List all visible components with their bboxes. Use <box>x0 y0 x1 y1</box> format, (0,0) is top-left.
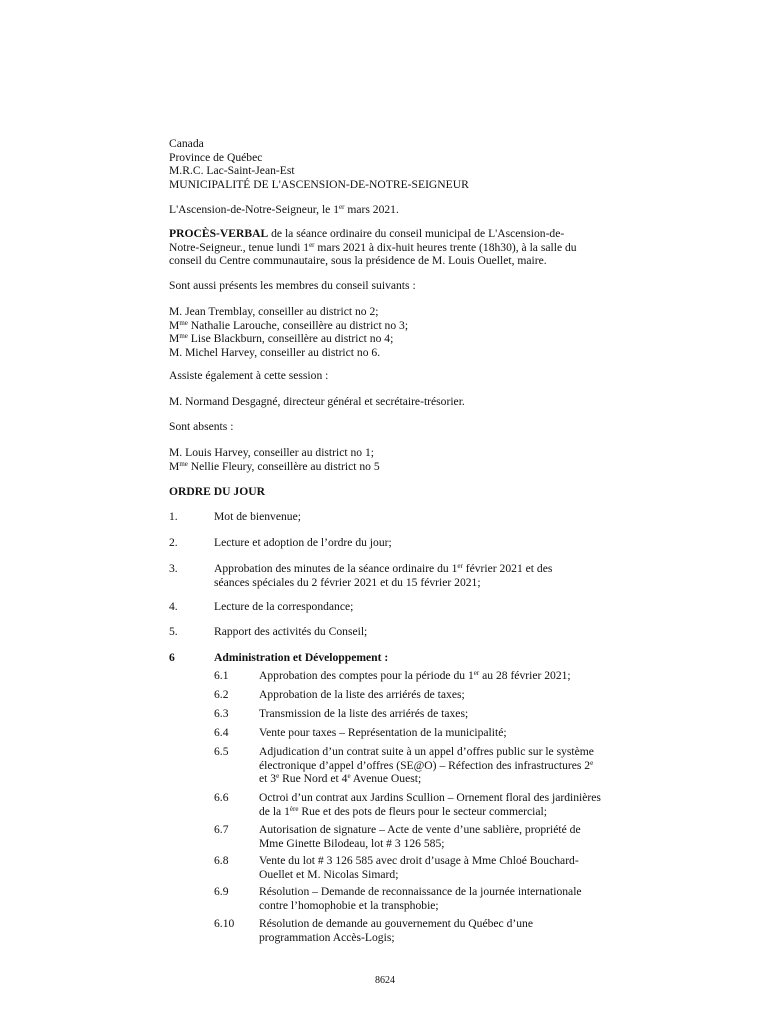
proces-verbal-paragraph <box>169 227 669 268</box>
header-municipality: MUNICIPALITÉ DE L'ASCENSION-DE-NOTRE-SEIGNEUR <box>169 177 469 191</box>
header-country: Canada <box>169 137 204 150</box>
present-intro: Sont aussi présents les membres du conseil suivants : <box>169 279 416 292</box>
present-members-list <box>169 305 408 359</box>
header-mrc: M.R.C. Lac-Saint-Jean-Est <box>169 164 295 178</box>
list-item: $M^{me}$ Lise Blackburn, conseillère au district no 4; <box>169 332 394 346</box>
proces-verbal-line-2: Notre-Seigneur., tenue lundi 1er mars 2021 à dix-huit heures trente (18h30), à la salle du <box>169 240 577 254</box>
agenda-title: ORDRE DU JOUR <box>169 485 265 498</box>
proces-verbal-title: PROCÈS-VERBAL <box>169 227 269 240</box>
dateline: L'Ascension-de-Notre-Seigneur, le 1er mars 2021. <box>169 203 399 216</box>
list-item: M. Jean Tremblay, conseiller au district no 2; <box>169 305 379 318</box>
absent-intro: Sont absents : <box>169 420 234 433</box>
list-item: M. Louis Harvey, conseiller au district no 1; <box>169 446 375 459</box>
header-province: Province de Québec <box>169 150 263 164</box>
list-item: M. Michel Harvey, conseiller au district no 6. <box>169 345 381 359</box>
list-item: $M^{me}$ Nellie Fleury, conseillère au district no 5 <box>169 459 380 473</box>
assist-member: M. Normand Desgagné, directeur général et secrétaire-trésorier. <box>169 395 465 408</box>
proces-verbal-line-1: PROCÈS-VERBAL de la séance ordinaire du conseil municipal de L'Ascension-de- <box>169 227 565 240</box>
proces-verbal-line-3: conseil du Centre communautaire, sous la présidence de M. Louis Ouellet, maire. <box>169 254 547 268</box>
document-page: Canada Province de Québec M.R.C. Lac-Saint-Jean-Est MUNICIPALITÉ DE L'ASCENSION-DE-NOTRE-SEIGNEUR L'Ascension-de-Notre-Seigneur, le 1er mars 2021. PROCÈS-VERBAL de la séance ordinaire du conseil municipal de L'Ascension-de- Notre-Seigneur., tenue lundi 1er mars 2021 à dix-huit heures trente (18h30), à la salle du conseil du Centre communautaire, sous la présidence de M. Louis Ouellet, maire. Sont aussi présents les membres du conseil suivants : M. Jean Tremblay, conseiller au district no 2; $M^{me}$ Nathalie Larouche, conseillère au district no 3; $M^{me}$ Lise Blackburn, conseillère au district no 4; M. Michel Harvey, conseiller au district no 6. Assiste également à cette session : M. Normand Desgagné, directeur général et secrétaire-trésorier. Sont absents : M. Louis Harvey, conseiller au district no 1; $M^{me}$ Nellie Fleury, conseillère au district no 5 ORDRE DU JOUR 1. Mot de bienvenue; 2. Lecture et adoption de l’ordre du jour; 3. Approbation des minutes de la séance ordinaire du 1er février 2021 et des séances spéciales du 2 février 2021 et du 15 février 2021; 4. Lecture de la correspondance; 5. Rapport des activités du Conseil; 6 Administration et Développement : 6.1 Approbation des comptes pour la période du 1er au 28 février 2021; 6.2 Approbation de la liste des arriérés de taxes; 6.3 Transmission de la liste des arriérés de taxes; 6.4 Vente pour taxes – Représentation de la municipalité; 6.5 Adjudication d’un contrat suite à un appel d’offres public sur le système électronique d’appel d’offres (SE@O) – Réfection des infrastructures 2e et 3e Rue Nord et 4e Avenue Ouest; 6.6 Octroi d’un contrat aux Jardins Scullion – Ornement floral des jardinières de la 1ère Rue et des pots de fleurs pour le secteur commercial; 6.7 Autorisation de signature – Acte de vente d’une sablière, propriété de Mme Ginette Bilodeau, lot # 3 126 585; 6.8 Vente du lot # 3 126 585 avec droit d’usage à Mme Chloé Bouchard- Ouellet et M. Nicolas Simard; 6.9 Résolution – Demande de reconnaissance de la journée internationale contre l’homophobie et la transphobie; 6.10 Résolution de demande au gouvernement du Québec d’une programmation Accès-Logis; 8624 <box>0 0 770 1024</box>
assist-intro: Assiste également à cette session : <box>169 369 329 382</box>
document-header <box>169 137 469 191</box>
list-item: $M^{me}$ Nathalie Larouche, conseillère au district no 3; <box>169 318 409 332</box>
absent-members-list <box>169 446 380 473</box>
page-number: 8624 <box>375 975 395 986</box>
